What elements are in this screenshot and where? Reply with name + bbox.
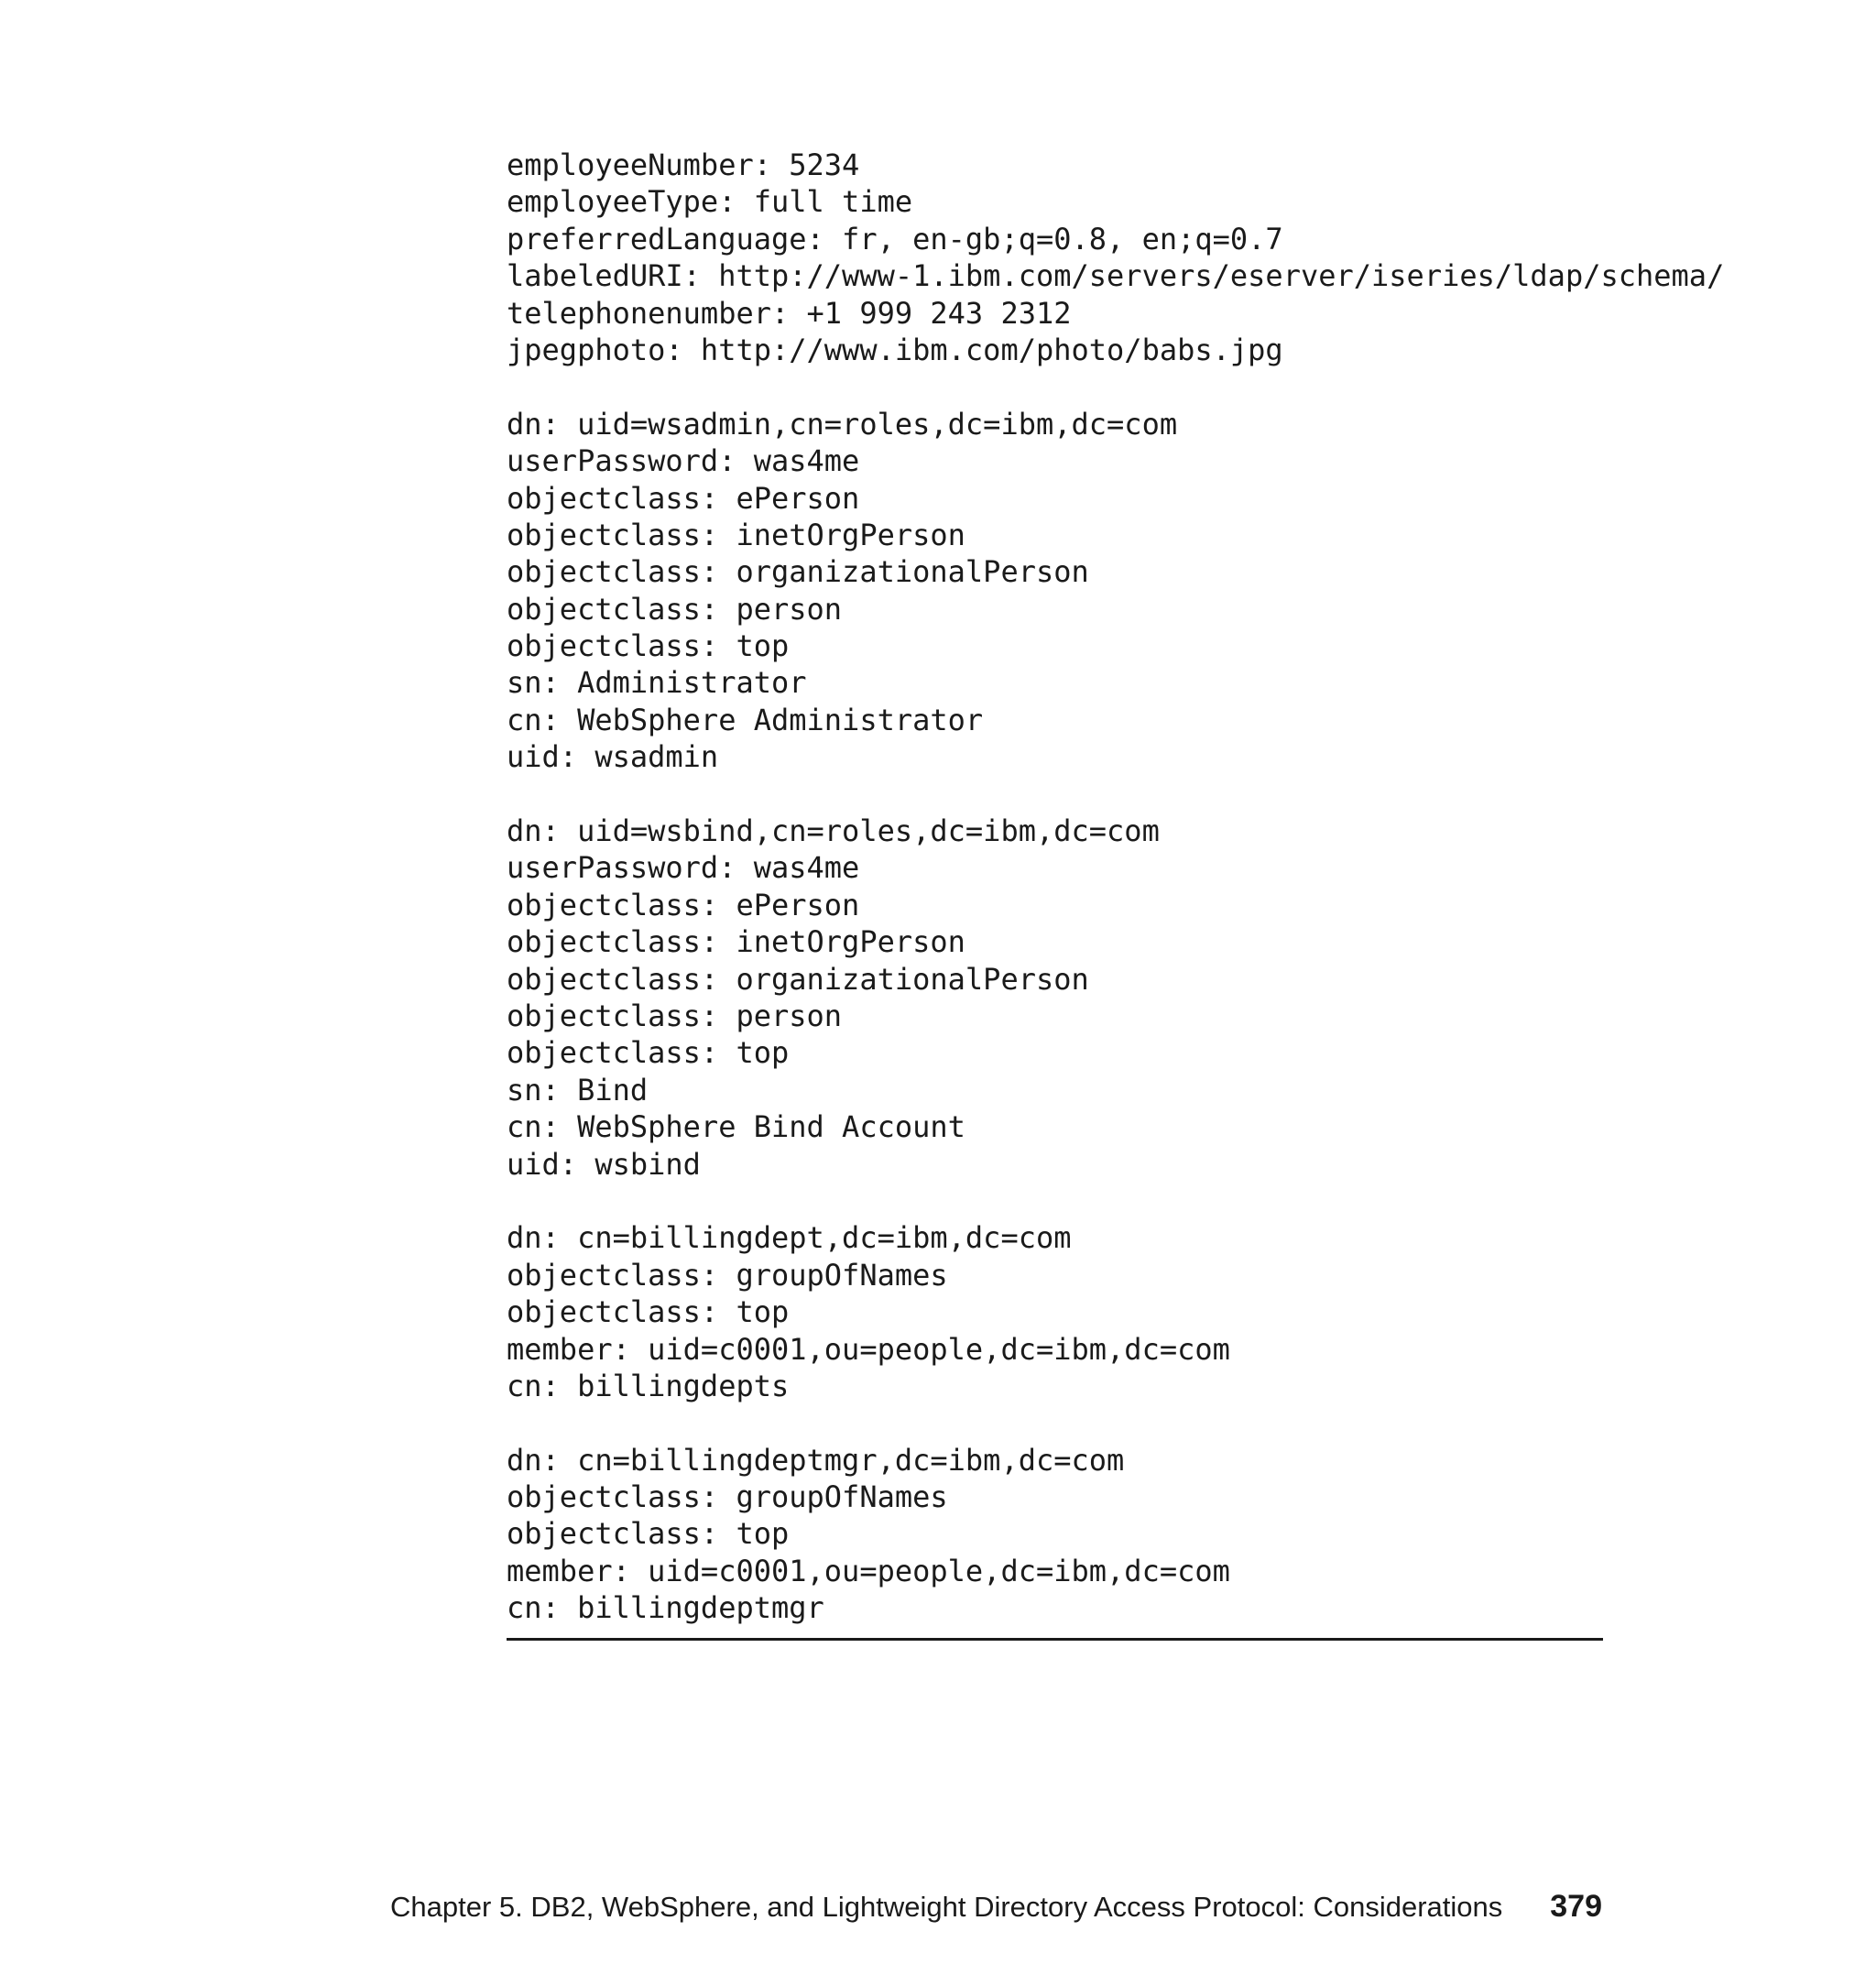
code-line: dn: cn=billingdeptmgr,dc=ibm,dc=com bbox=[507, 1442, 1125, 1478]
code-line: objectclass: organizationalPerson bbox=[507, 554, 1089, 590]
code-line: employeeType: full time bbox=[507, 184, 913, 220]
code-line: cn: billingdepts bbox=[507, 1368, 790, 1403]
code-line: dn: uid=wsbind,cn=roles,dc=ibm,dc=com bbox=[507, 813, 1160, 849]
page-number: 379 bbox=[1550, 1889, 1602, 1924]
code-line: objectclass: person bbox=[507, 591, 843, 627]
code-line: member: uid=c0001,ou=people,dc=ibm,dc=com bbox=[507, 1553, 1230, 1588]
code-line bbox=[507, 776, 1606, 813]
code-line: objectclass: person bbox=[507, 998, 843, 1033]
code-line: objectclass: ePerson bbox=[507, 887, 860, 922]
code-line: preferredLanguage: fr, en-gb;q=0.8, en;q=0.7 bbox=[507, 221, 1283, 256]
code-line: employeeNumber: 5234 bbox=[507, 147, 860, 182]
code-line: uid: wsadmin bbox=[507, 739, 719, 775]
code-line: cn: billingdeptmgr bbox=[507, 1590, 824, 1626]
code-line: objectclass: organizationalPerson bbox=[507, 961, 1089, 997]
code-line: telephonenumber: +1 999 243 2312 bbox=[507, 295, 1072, 331]
code-block-end-rule bbox=[507, 1638, 1603, 1641]
code-line: jpegphoto: http://www.ibm.com/photo/babs.jpg bbox=[507, 332, 1283, 367]
code-line: userPassword: was4me bbox=[507, 443, 860, 479]
code-line bbox=[507, 1183, 1606, 1219]
code-line: objectclass: top bbox=[507, 1516, 790, 1552]
code-line: objectclass: groupOfNames bbox=[507, 1257, 948, 1293]
code-line: labeledURI: http://www-1.ibm.com/servers/eserver/iseries/ldap/schema/ bbox=[507, 258, 1725, 294]
code-line: member: uid=c0001,ou=people,dc=ibm,dc=com bbox=[507, 1331, 1230, 1367]
code-line: objectclass: top bbox=[507, 1035, 790, 1071]
code-line: sn: Administrator bbox=[507, 665, 807, 701]
code-line: objectclass: inetOrgPerson bbox=[507, 924, 965, 960]
code-line: cn: WebSphere Administrator bbox=[507, 702, 984, 737]
code-line: dn: cn=billingdept,dc=ibm,dc=com bbox=[507, 1220, 1072, 1256]
code-line: uid: wsbind bbox=[507, 1146, 701, 1182]
code-line: userPassword: was4me bbox=[507, 850, 860, 886]
ldif-code-listing bbox=[507, 147, 1725, 1627]
code-line: sn: Bind bbox=[507, 1072, 649, 1108]
page-footer bbox=[390, 1889, 1602, 1925]
code-line: cn: WebSphere Bind Account bbox=[507, 1109, 965, 1145]
code-line: objectclass: top bbox=[507, 1294, 790, 1330]
code-line: objectclass: ePerson bbox=[507, 480, 860, 516]
code-line: objectclass: top bbox=[507, 628, 790, 664]
chapter-title: Chapter 5. DB2, WebSphere, and Lightweight Directory Access Protocol: Considerations bbox=[390, 1891, 1503, 1923]
code-line: objectclass: inetOrgPerson bbox=[507, 517, 965, 552]
code-line bbox=[507, 1404, 1606, 1441]
code-line: dn: uid=wsadmin,cn=roles,dc=ibm,dc=com bbox=[507, 406, 1178, 442]
code-line bbox=[507, 368, 1606, 405]
code-line: objectclass: groupOfNames bbox=[507, 1479, 948, 1515]
